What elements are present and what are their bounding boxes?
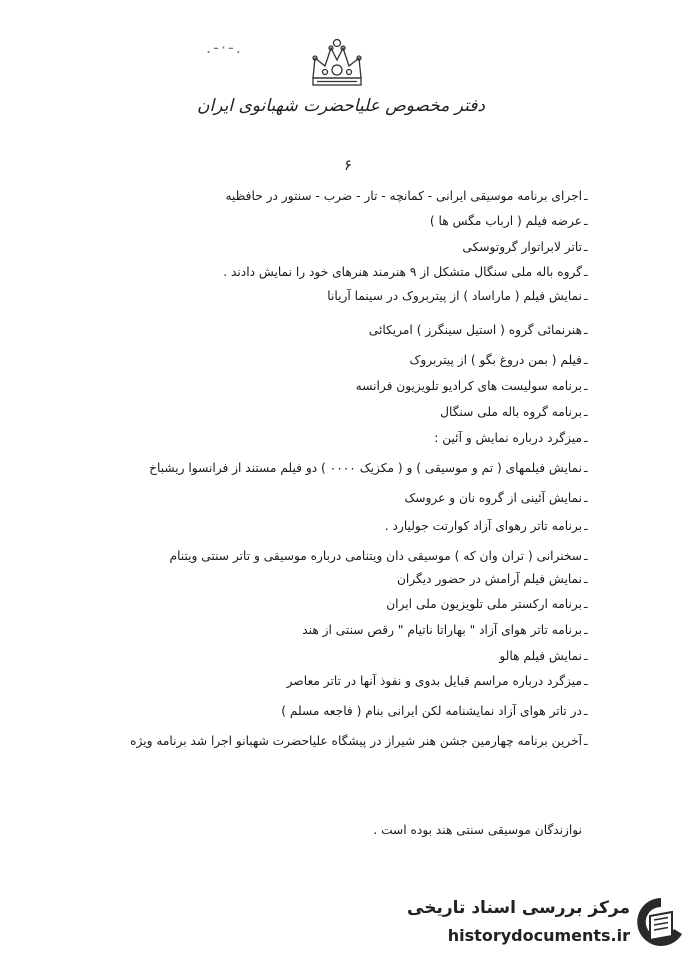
page-number: ۶	[344, 156, 353, 174]
list-dash: ـ	[584, 674, 588, 688]
program-item	[112, 703, 588, 719]
list-dash: ـ	[584, 265, 588, 279]
list-dash: ـ	[584, 572, 588, 586]
list-dash: ـ	[584, 353, 588, 367]
list-dash: ـ	[584, 549, 588, 563]
list-dash: ـ	[584, 405, 588, 419]
program-item-text: نمایش فیلم ( ماراساد ) از پیتربروک در سینما آریانا	[327, 289, 582, 303]
program-item	[112, 460, 588, 476]
list-dash: ـ	[584, 240, 588, 254]
program-item-text: اجرای برنامه موسیقی ایرانی - کمانچه - تار - ضرب - سنتور در حافظیه	[225, 189, 582, 203]
program-item	[112, 264, 588, 280]
list-dash: ـ	[584, 461, 588, 475]
list-dash: ـ	[584, 431, 588, 445]
program-item	[112, 733, 588, 749]
list-dash: ـ	[584, 214, 588, 228]
program-item-text: نمایش فیلمهای ( تم و موسیقی ) و ( مکزیک ۰۰۰۰ ) دو فیلم مستند از فرانسوا ریشباخ	[149, 461, 582, 475]
program-item-text: آخرین برنامه چهارمین جشن هنر شیراز در پیشگاه علیاحضرت شهبانو اجرا شد برنامه ویژه	[130, 734, 582, 748]
program-item	[112, 518, 588, 534]
office-letterhead-title: دفتر مخصوص علیاحضرت شهبانوی ایران	[197, 96, 485, 116]
program-item-text: نمایش فیلم هالو	[499, 649, 582, 663]
program-item-text: برنامه تاتر رهوای آزاد کوارتت جولیارد .	[384, 519, 582, 533]
paper-speck-mark: .-·-.	[206, 38, 243, 57]
program-item-text: برنامه سولیست های کرادیو تلویزیون فرانسه	[355, 379, 582, 393]
list-dash: ـ	[584, 189, 588, 203]
crown-emblem-icon	[305, 34, 369, 94]
watermark-name: مرکز بررسی اسناد تاریخی	[407, 898, 630, 918]
program-item	[112, 490, 588, 506]
program-item	[112, 213, 588, 229]
list-dash: ـ	[584, 491, 588, 505]
archive-logo-icon	[636, 896, 686, 950]
program-item-text: در تاتر هوای آزاد نمایشنامه لکن ایرانی بنام ( فاجعه مسلم )	[281, 704, 582, 718]
program-item-text: فیلم ( بمن دروغ بگو ) از پیتربروک	[409, 353, 582, 367]
program-item	[112, 648, 588, 664]
program-item	[112, 188, 588, 204]
program-item-text: برنامه تاتر هوای آزاد " بهاراتا ناتیام " رقص سنتی از هند	[302, 623, 582, 637]
program-item	[112, 622, 588, 638]
program-item	[112, 548, 588, 564]
program-item	[112, 352, 588, 368]
list-dash: ـ	[584, 289, 588, 303]
program-item-text: میزگرد درباره مراسم قبایل بدوی و نفوذ آنها در تاتر معاصر	[286, 674, 582, 688]
program-item	[112, 322, 588, 338]
list-dash: ـ	[584, 623, 588, 637]
program-item	[112, 430, 588, 446]
program-item-text: تاتر لابراتوار گروتوسکی	[462, 240, 582, 254]
list-dash: ـ	[584, 704, 588, 718]
program-item	[112, 288, 588, 304]
program-item-text: هنرنمائی گروه ( استیل سینگرز ) امریکائی	[368, 323, 582, 337]
program-item-text: نمایش آئینی از گروه نان و عروسک	[404, 491, 582, 505]
program-item-text: عرضه فیلم ( ارباب مگس ها )	[429, 214, 582, 228]
program-item-text: سخنرانی ( تران وان که ) موسیقی دان ویتنامی درباره موسیقی و تاتر سنتی ویتنام	[169, 549, 582, 563]
program-item-text: نمایش فیلم آرامش در حضور دیگران	[396, 572, 582, 586]
list-dash: ـ	[584, 323, 588, 337]
program-item-text: برنامه گروه باله ملی سنگال	[440, 405, 582, 419]
watermark-url: historydocuments.ir	[447, 926, 630, 945]
program-item-text: گروه باله ملی سنگال متشکل از ۹ هنرمند هنرهای خود را نمایش دادند .	[223, 265, 582, 279]
program-item	[112, 378, 588, 394]
program-item	[112, 239, 588, 255]
closing-line: نوازندگان موسیقی سنتی هند بوده است .	[373, 823, 582, 837]
list-dash: ـ	[584, 649, 588, 663]
program-item	[112, 673, 588, 689]
list-dash: ـ	[584, 734, 588, 748]
archive-watermark	[407, 896, 686, 954]
program-item-text: میزگرد درباره نمایش و آئین :	[434, 431, 582, 445]
list-dash: ـ	[584, 519, 588, 533]
program-list	[112, 188, 588, 749]
program-item-text: برنامه ارکستر ملی تلویزیون ملی ایران	[386, 597, 582, 611]
program-item	[112, 571, 588, 587]
list-dash: ـ	[584, 379, 588, 393]
list-dash: ـ	[584, 597, 588, 611]
program-item	[112, 596, 588, 612]
program-item	[112, 404, 588, 420]
